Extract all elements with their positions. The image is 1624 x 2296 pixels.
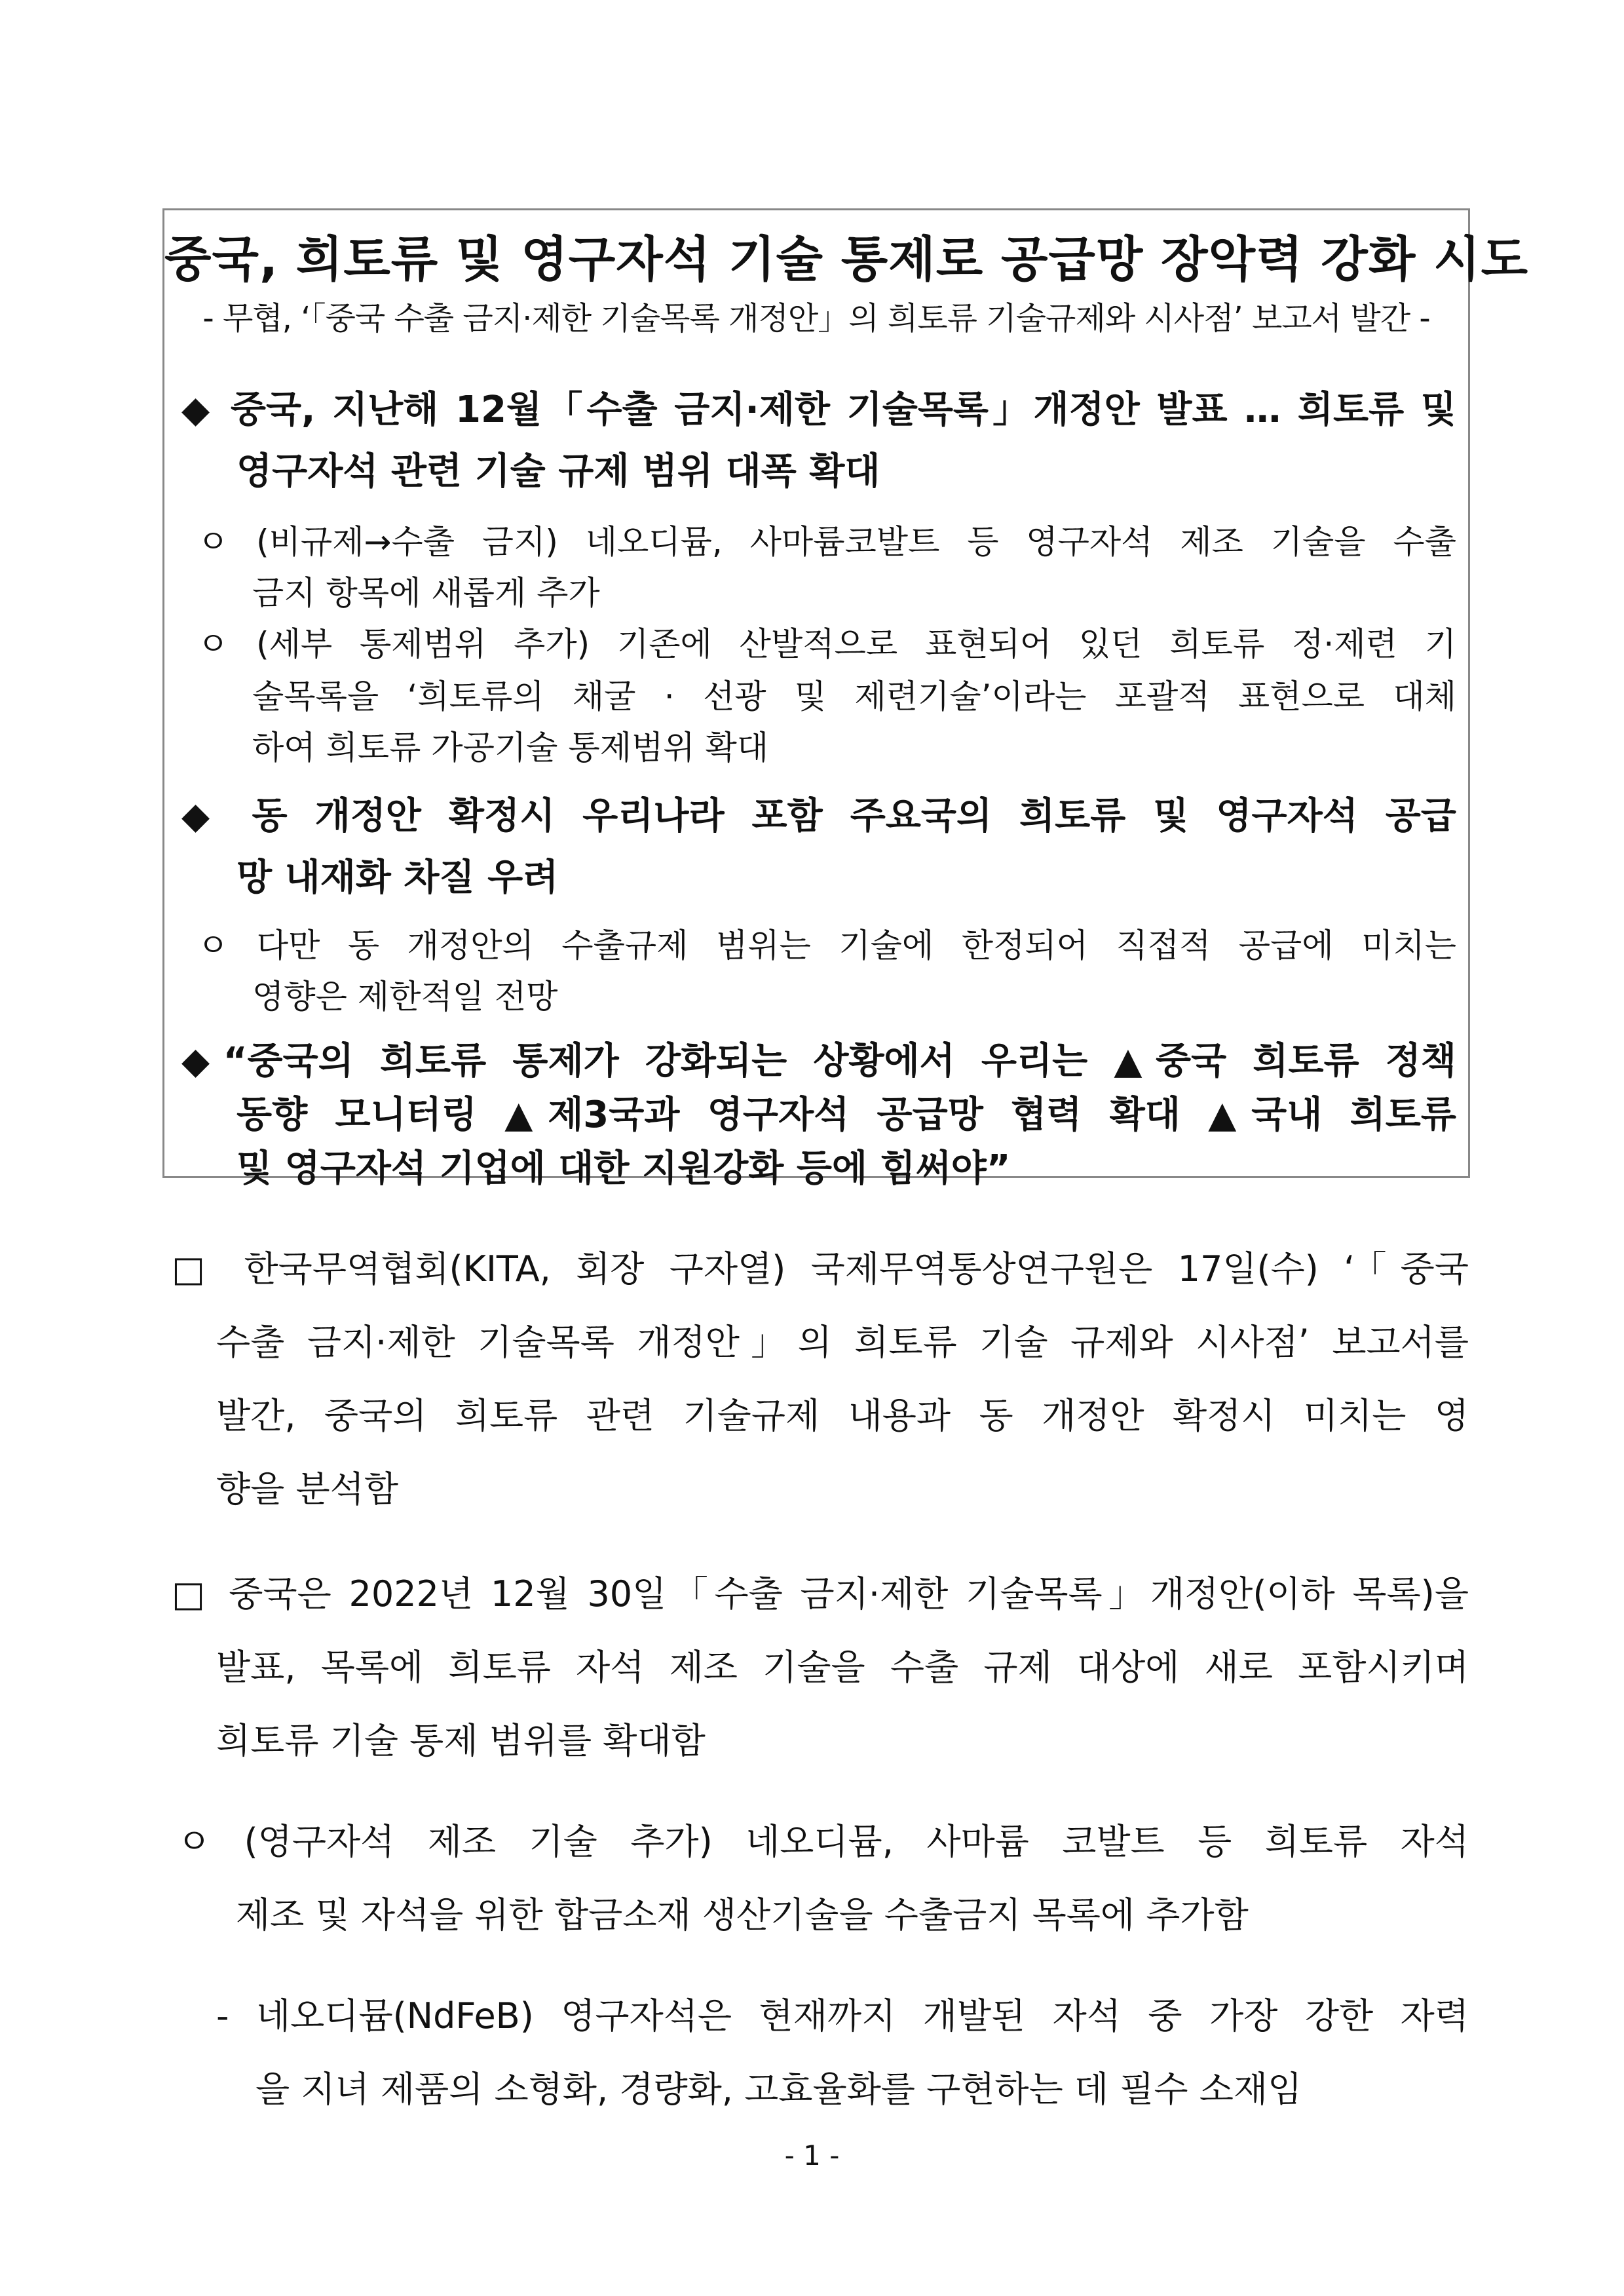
bullet-line: 술목록을 ‘희토류의 채굴 · 선광 및 제련기술’이라는 포괄적 표현으로 대체 [252,678,1456,716]
bullet-line: 하여 희토류 가공기술 통제범위 확대 [252,729,769,767]
summary-box [162,208,1529,1190]
paragraph-line: 발간, 중국의 희토류 관련 기술규제 내용과 동 개정안 확정시 미치는 영 [216,1395,1469,1436]
paragraph-line: ㅇ (영구자석 제조 기술 추가) 네오디뮴, 사마륨 코발트 등 희토류 자석 [177,1821,1469,1862]
highlight-line: 영구자석 관련 기술 규제 범위 대폭 확대 [236,450,880,493]
paragraph-line: 을 지녀 제품의 소형화, 경량화, 고효율화를 구현하는 데 필수 소재임 [255,2069,1302,2110]
highlight-line: 및 영구자석 기업에 대한 지원강화 등에 힘써야” [236,1147,1011,1190]
paragraph-line: 향을 분석함 [216,1468,398,1510]
highlight-line: ◆“중국의 희토류 통제가 강화되는 상황에서 우리는 ▲중국 희토류 정책 [181,1040,1456,1082]
paragraph-line: □ 중국은 2022년 12월 30일「수출 금지·제한 기술목록」개정안(이하 목록)을 [172,1573,1469,1615]
page-number: - 1 - [784,2139,840,2172]
bullet-line: ㅇ (세부 통제범위 추가) 기존에 산발적으로 표현되어 있던 희토류 정·제련 기 [197,625,1456,663]
bullet-line: 금지 항목에 새롭게 추가 [252,574,600,612]
paragraph-line: 희토류 기술 통제 범위를 확대함 [216,1720,706,1761]
highlight-line: ◆ 동 개정안 확정시 우리나라 포함 주요국의 희토류 및 영구자석 공급 [181,795,1456,837]
highlight-line: 동향 모니터링 ▲제3국과 영구자석 공급망 협력 확대 ▲국내 희토류 [236,1094,1456,1136]
paragraph-line: - 네오디뮴(NdFeB) 영구자석은 현재까지 개발된 자석 중 가장 강한 자력 [216,1995,1469,2037]
bullet-line: ㅇ (비규제→수출 금지) 네오디뮴, 사마륨코발트 등 영구자석 제조 기술을 수출 [197,523,1456,561]
highlight-line: ◆ 중국, 지난해 12월「수출 금지·제한 기술목록」개정안 발표 … 희토류 및 [181,389,1456,431]
paragraph-line: 제조 및 자석을 위한 합금소재 생산기술을 수출금지 목록에 추가함 [236,1894,1249,1936]
paragraph-line: 발표, 목록에 희토류 자석 제조 기술을 수출 규제 대상에 새로 포함시키며 [216,1647,1469,1688]
bullet-line: ㅇ 다만 동 개정안의 수출규제 범위는 기술에 한정되어 직접적 공급에 미치는 [197,927,1456,965]
highlight-line: 망 내재화 차질 우려 [236,856,559,899]
document-subtitle: - 무협, ‘「중국 수출 금지·제한 기술목록 개정안」의 희토류 기술규제와 시사점’ 보고서 발간 - [202,300,1430,337]
paragraph-line: 수출 금지·제한 기술목록 개정안」의 희토류 기술 규제와 시사점’ 보고서를 [216,1322,1469,1363]
paragraph-line: □ 한국무역협회(KITA, 회장 구자열) 국제무역통상연구원은 17일(수) ‘「중국 [172,1248,1469,1290]
document-title: 중국, 희토류 및 영구자석 기술 통제로 공급망 장악력 강화 시도 [164,231,1529,288]
bullet-line: 영향은 제한적일 전망 [252,978,558,1016]
